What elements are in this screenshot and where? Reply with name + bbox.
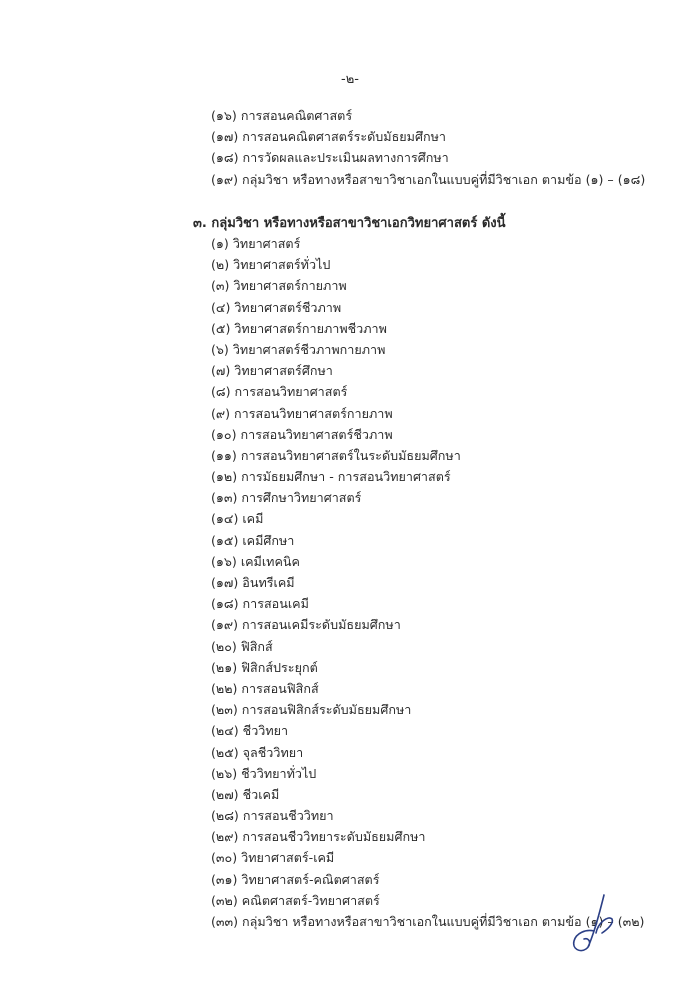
list-item: (๖) วิทยาศาสตร์ชีวภาพกายภาพ [211, 341, 386, 357]
list-item: (๑๖) เคมีเทคนิค [211, 553, 300, 569]
list-item: (๑๘) การวัดผลและประเมินผลทางการศึกษา [211, 150, 449, 166]
list-item: (๗) วิทยาศาสตร์ศึกษา [211, 363, 333, 379]
list-item: (๑๕) เคมีศึกษา [211, 532, 295, 548]
list-item: (๑๐) การสอนวิทยาศาสตร์ชีวภาพ [211, 426, 393, 442]
science-list [211, 233, 644, 932]
list-item: (๑๒) การมัธยมศึกษา - การสอนวิทยาศาสตร์ [211, 469, 451, 485]
math-list-continued [211, 105, 645, 190]
list-item: (๑๘) การสอนเคมี [211, 596, 309, 612]
list-item: (๒๙) การสอนชีววิทยาระดับมัธยมศึกษา [211, 829, 426, 845]
list-item: (๓) วิทยาศาสตร์กายภาพ [211, 278, 347, 294]
list-item: (๓๐) วิทยาศาสตร์-เคมี [211, 850, 335, 866]
list-item: (๑๑) การสอนวิทยาศาสตร์ในระดับมัธยมศึกษา [211, 447, 461, 463]
list-item: (๒๕) จุลชีววิทยา [211, 744, 304, 760]
section-heading: ๓. กลุ่มวิชา หรือทางหรือสาขาวิชาเอกวิทยาศาสตร์ ดังนี้ [193, 216, 506, 231]
list-item: (๒๓) การสอนฟิสิกส์ระดับมัธยมศึกษา [211, 702, 412, 718]
list-item: (๓๓) กลุ่มวิชา หรือทางหรือสาขาวิชาเอกในแบบคู่ที่มีวิชาเอก ตามข้อ (๑) – (๓๒) [211, 914, 645, 929]
list-item: (๒๗) ชีวเคมี [211, 786, 280, 802]
list-item: (๓๑) วิทยาศาสตร์-คณิตศาสตร์ [211, 871, 380, 887]
list-item: (๒๔) ชีววิทยา [211, 723, 289, 739]
list-item: (๒๐) ฟิสิกส์ [211, 638, 273, 654]
list-item: (๑๙) กลุ่มวิชา หรือทางหรือสาขาวิชาเอกในแบบคู่ที่มีวิชาเอก ตามข้อ (๑) – (๑๘) [211, 171, 646, 187]
list-item: (๒๑) ฟิสิกส์ประยุกต์ [211, 659, 318, 675]
list-item: (๒) วิทยาศาสตร์ทั่วไป [211, 257, 331, 273]
list-item: (๑๗) การสอนคณิตศาสตร์ระดับมัธยมศึกษา [211, 129, 446, 145]
list-item: (๑๗) อินทรีเคมี [211, 575, 295, 590]
list-item: (๓๒) คณิตศาสตร์-วิทยาศาสตร์ [211, 892, 380, 908]
page-number: -๒- [341, 72, 359, 87]
list-item: (๑๖) การสอนคณิตศาสตร์ [211, 108, 353, 123]
list-item: (๑) วิทยาศาสตร์ [211, 236, 301, 251]
list-item: (๒๘) การสอนชีววิทยา [211, 808, 334, 824]
list-item: (๑๙) การสอนเคมีระดับมัธยมศึกษา [211, 617, 401, 633]
list-item: (๙) การสอนวิทยาศาสตร์กายภาพ [211, 405, 393, 421]
signature-icon [568, 893, 618, 955]
list-item: (๒๖) ชีววิทยาทั่วไป [211, 765, 317, 781]
list-item: (๘) การสอนวิทยาศาสตร์ [211, 384, 348, 400]
list-item: (๑๓) การศึกษาวิทยาศาสตร์ [211, 490, 362, 506]
list-item: (๔) วิทยาศาสตร์ชีวภาพ [211, 299, 342, 315]
list-item: (๑๔) เคมี [211, 511, 264, 527]
list-item: (๒๒) การสอนฟิสิกส์ [211, 680, 319, 696]
list-item: (๕) วิทยาศาสตร์กายภาพชีวภาพ [211, 320, 387, 336]
